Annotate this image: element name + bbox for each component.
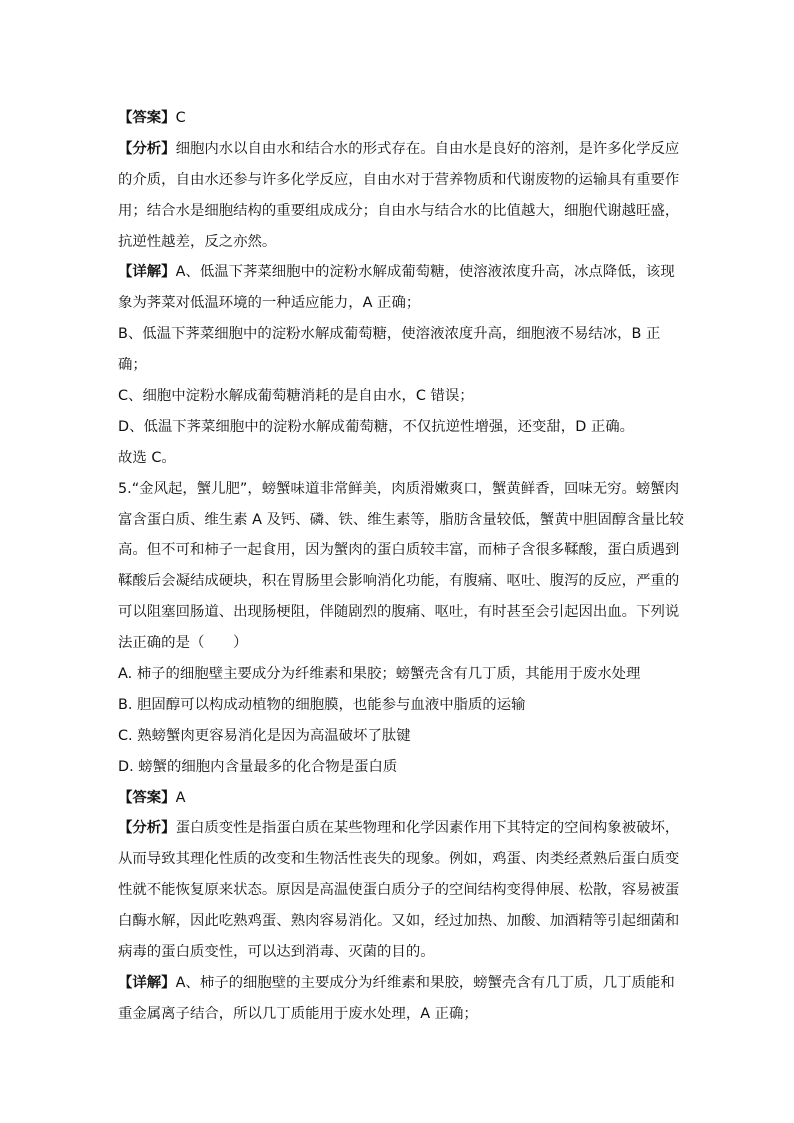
line-text: 细胞内水以自由水和结合水的形式存在。自由水是良好的溶剂，是许多化学反应 — [175, 140, 680, 157]
line-text: 的介质，自由水还参与许多化学反应，自由水对于营养物质和代谢废物的运输具有重要作 — [118, 171, 680, 188]
text-line — [118, 937, 688, 968]
text-line — [118, 628, 688, 659]
line-text: 高。但不可和柿子一起食用，因为蟹肉的蛋白质较丰富，而柿子含很多鞣酸，蛋白质遇到 — [118, 542, 680, 559]
text-line — [118, 505, 688, 536]
text-line — [118, 350, 688, 381]
text-line — [118, 165, 688, 196]
text-line — [118, 443, 688, 474]
line-text: C — [175, 110, 186, 126]
line-text: 可以阻塞回肠道、出现肠梗阻，伴随剧烈的腹痛、呕吐，有时甚至会引起因出血。下列说 — [118, 604, 680, 621]
line-text: A、柿子的细胞壁的主要成分为纤维素和果胶，螃蟹壳含有几丁质，几丁质能和 — [175, 974, 675, 991]
text-line — [118, 659, 688, 690]
line-text: 鞣酸后会凝结成硬块，积在胃肠里会影响消化功能，有腹痛、呕吐、腹泻的反应，严重的 — [118, 573, 680, 590]
line-text: D、低温下荠菜细胞中的淀粉水解成葡萄糖，不仅抗逆性增强，还变甜，D 正确。 — [118, 418, 635, 435]
text-line — [118, 968, 688, 999]
text-line — [118, 381, 688, 412]
text-line — [118, 257, 688, 288]
text-line — [118, 196, 688, 227]
line-text: C、细胞中淀粉水解成葡萄糖消耗的是自由水，C 错误； — [118, 388, 474, 405]
text-line — [118, 597, 688, 628]
line-text: 故选 C。 — [118, 449, 176, 466]
line-text: 病毒的蛋白质变性，可以达到消毒、灭菌的目的。 — [118, 944, 435, 961]
line-text: 用；结合水是细胞结构的重要组成成分；自由水与结合水的比值越大，细胞代谢越旺盛， — [118, 202, 680, 219]
line-text: 5.“金风起，蟹儿肥”，螃蟹味道非常鲜美，肉质滑嫩爽口，蟹黄鲜香，回味无穷。螃蟹肉 — [118, 480, 680, 497]
line-text: 象为荠菜对低温环境的一种适应能力，A 正确； — [118, 295, 421, 312]
text-line — [118, 783, 688, 814]
line-text: A. 柿子的细胞壁主要成分为纤维素和果胶；螃蟹壳含有几丁质，其能用于废水处理 — [118, 666, 641, 683]
text-line — [118, 227, 688, 258]
text-line — [118, 134, 688, 165]
line-text: 确； — [118, 357, 147, 374]
text-line — [118, 103, 688, 134]
section-tag: 【答案】 — [118, 110, 176, 126]
line-text: 蛋白质变性是指蛋白质在某些物理和化学因素作用下其特定的空间构象被破坏， — [175, 820, 680, 837]
line-text: 从而导致其理化性质的改变和生物活性丧失的现象。例如，鸡蛋、肉类经煮熟后蛋白质变 — [118, 851, 680, 868]
line-text: D. 螃蟹的细胞内含量最多的化合物是蛋白质 — [118, 758, 398, 775]
line-text: 法正确的是（ ） — [118, 635, 248, 652]
text-line — [118, 412, 688, 443]
line-text: 性就不能恢复原来状态。原因是高温使蛋白质分子的空间结构变得伸展、松散，容易被蛋 — [118, 882, 680, 899]
document-page — [118, 103, 688, 1030]
line-text: 抗逆性越差，反之亦然。 — [118, 233, 277, 250]
text-line — [118, 999, 688, 1030]
text-line — [118, 813, 688, 844]
section-tag: 【详解】 — [118, 264, 176, 281]
section-tag: 【详解】 — [118, 974, 176, 991]
line-text: B、低温下荠菜细胞中的淀粉水解成葡萄糖，使溶液浓度升高，细胞液不易结冰，B 正 — [118, 326, 661, 343]
text-line — [118, 752, 688, 783]
text-line — [118, 288, 688, 319]
text-line — [118, 906, 688, 937]
line-text: 白酶水解，因此吃熟鸡蛋、熟肉容易消化。又如，经过加热、加酸、加酒精等引起细菌和 — [118, 913, 680, 930]
text-line — [118, 535, 688, 566]
section-tag: 【分析】 — [118, 820, 176, 837]
text-line — [118, 690, 688, 721]
line-text: B. 胆固醇可以构成动植物的细胞膜，也能参与血液中脂质的运输 — [118, 696, 526, 713]
line-text: A — [175, 789, 186, 806]
section-tag: 【答案】 — [118, 789, 176, 806]
text-line — [118, 844, 688, 875]
line-text: 重金属离子结合，所以几丁质能用于废水处理，A 正确； — [118, 1005, 478, 1022]
text-line — [118, 474, 688, 505]
line-text: C. 熟螃蟹肉更容易消化是因为高温破坏了肽键 — [118, 727, 411, 744]
text-line — [118, 875, 688, 906]
line-text: A、低温下荠菜细胞中的淀粉水解成葡萄糖，使溶液浓度升高，冰点降低，该现 — [175, 264, 675, 281]
line-text: 富含蛋白质、维生素 A 及钙、磷、铁、维生素等，脂肪含量较低，蟹黄中胆固醇含量比较 — [118, 511, 684, 528]
section-tag: 【分析】 — [118, 140, 176, 157]
text-line — [118, 721, 688, 752]
text-line — [118, 319, 688, 350]
text-line — [118, 566, 688, 597]
